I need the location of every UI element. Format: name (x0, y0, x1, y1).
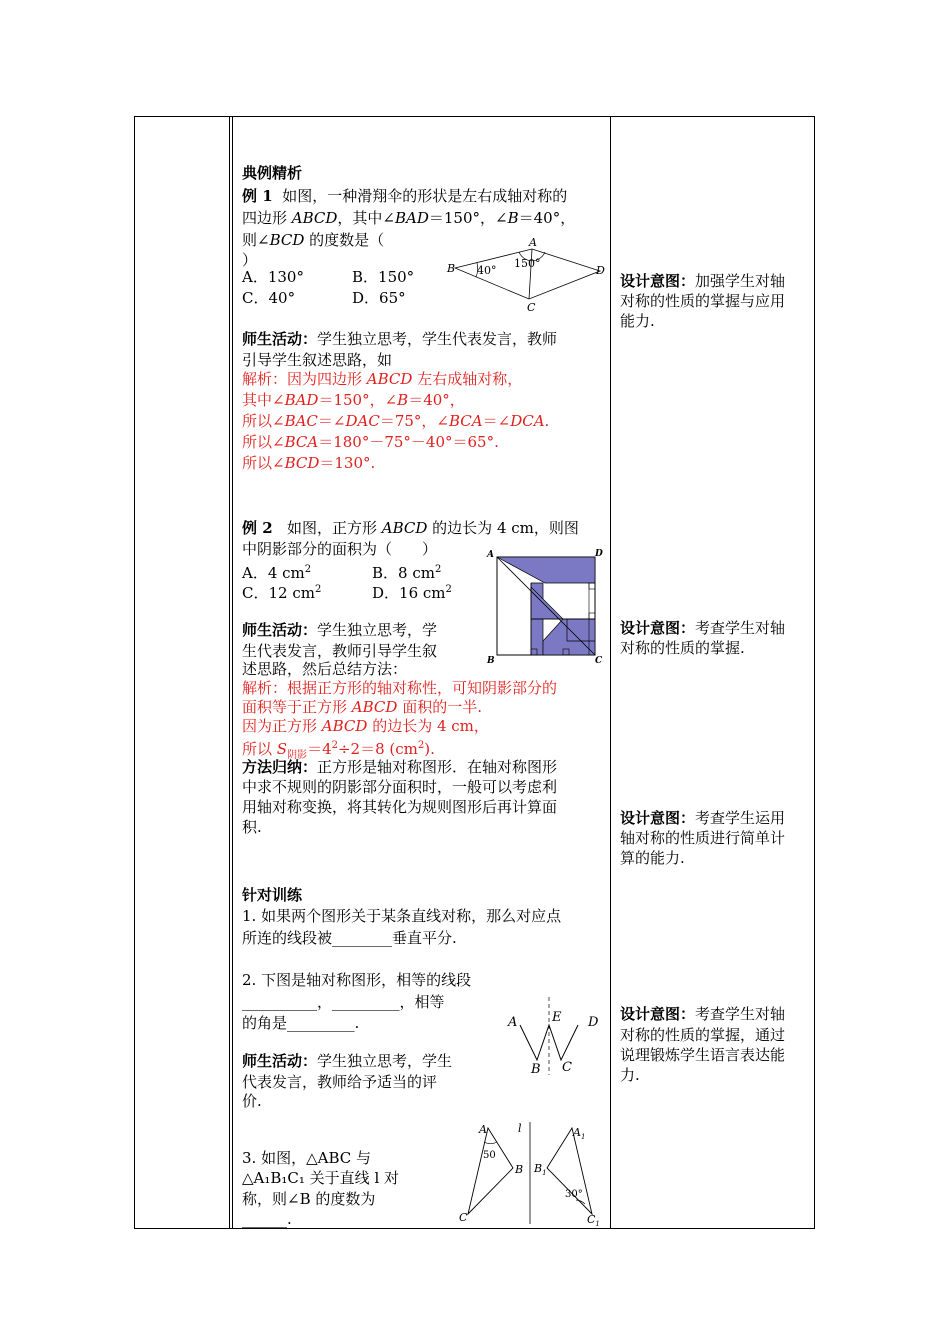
training-activity-line2: 代表发言，教师给予适当的评 (242, 1073, 438, 1091)
kite-label-a: A (529, 236, 537, 249)
table-right-border (814, 116, 815, 1229)
solution2-line4: 所以 $S_{阴影}=4^2\div 2=8$ $(cm^2)$. (242, 740, 435, 761)
training-q3-line1: 3. 如图，△ABC 与 (242, 1149, 371, 1167)
training-q1-line1: 1. 如果两个图形关于某条直线对称，那么对应点 (242, 907, 562, 925)
square-label-c: C (595, 656, 603, 666)
column-divider-1b (232, 116, 233, 1229)
training-activity-line1: 师生活动：学生独立思考，学生 (242, 1052, 453, 1070)
solution1-line1: 解析：因为四边形 ABCD 左右成轴对称， (242, 370, 523, 388)
solution2-line2: 面积等于正方形 ABCD 面积的一半. (242, 698, 482, 716)
solution2-line1: 解析：根据正方形的轴对称性，可知阴影部分的 (242, 679, 558, 697)
w-label-a: A (508, 1015, 518, 1030)
design4-line3: 说理锻炼学生语言表达能 (620, 1046, 786, 1064)
training-title: 针对训练 (242, 886, 303, 904)
solution1-line4: 所以∠BCA＝180°－75°－40°＝65°. (242, 433, 499, 451)
tri-label-c: C (459, 1211, 468, 1224)
design3-line2: 轴对称的性质进行简单计 (620, 829, 786, 847)
activity2-line2: 生代表发言，教师引导学生叙 (242, 642, 438, 660)
triangle-abc (468, 1128, 513, 1214)
method-line2: 中求不规则的阴影部分面积时，一般可以考虑利 (242, 778, 558, 796)
solution2-line3: 因为正方形 ABCD 的边长为 4 cm， (242, 717, 489, 735)
example1-option-c: C．40° (242, 289, 296, 307)
tri-label-30: 30° (565, 1189, 583, 1200)
w-label-b: B (531, 1062, 541, 1077)
example1-option-d: D．65° (352, 289, 406, 307)
w-label-d: D (588, 1015, 599, 1030)
example2-line2: 中阴影部分的面积为（ ） (242, 540, 438, 558)
design1-line3: 能力. (620, 312, 655, 330)
tri-label-b1: $B_1$ (534, 1162, 547, 1177)
square-label-b: B (487, 656, 495, 666)
design1-line1: 设计意图：加强学生对轴 (620, 272, 786, 290)
activity1-line2: 引导学生叙述思路，如 (242, 351, 393, 369)
tri-label-a: A (479, 1123, 487, 1136)
activity2-line1: 师生活动：学生独立思考，学 (242, 621, 438, 639)
method-line3: 用轴对称变换，将其转化为规则图形后再计算面 (242, 798, 558, 816)
design1-line2: 对称的性质的掌握与应用 (620, 292, 786, 310)
tri-label-b: B (515, 1163, 524, 1176)
tri-label-l: l (518, 1122, 522, 1135)
training-q3-line4: ______. (242, 1210, 292, 1228)
kite-label-c: C (527, 301, 536, 314)
example2-option-a: A．4 $cm^2$ (242, 564, 312, 582)
training-q2-line1: 2. 下图是轴对称图形，相等的线段 (242, 971, 472, 989)
solution1-line3: 所以∠BAC＝∠DAC＝75°，∠BCA＝∠DCA. (242, 412, 550, 430)
w-figure (505, 995, 605, 1080)
tri-label-50: 50 (483, 1150, 496, 1161)
activity1-line1: 师生活动：学生独立思考，学生代表发言，教师 (242, 330, 558, 348)
training-q3-line2: △A₁B₁C₁ 关于直线 l 对 (242, 1169, 400, 1187)
angle-mark-50 (484, 1142, 497, 1144)
design2-line1: 设计意图：考查学生对轴 (620, 619, 786, 637)
example2-option-b: B．8 $cm^2$ (372, 564, 442, 582)
square-figure (485, 545, 605, 670)
solution1-line2: 其中∠BAD＝150°，∠B＝40°， (242, 391, 465, 409)
example1-option-a: A．130° (242, 268, 304, 286)
kite-angle-150: 150° (514, 257, 541, 270)
training-q3-line3: 称，则∠B 的度数为 (242, 1190, 376, 1208)
column-divider-2 (610, 116, 611, 1229)
design3-line1: 设计意图：考查学生运用 (620, 809, 786, 827)
design3-line3: 算的能力. (620, 849, 685, 867)
method-line1: 方法归纳：正方形是轴对称图形．在轴对称图形 (242, 758, 558, 776)
example2-line1: 例 2 如图，正方形 ABCD 的边长为 4 cm，则图 (242, 519, 579, 537)
example2-option-c: C．12 $cm^2$ (242, 584, 322, 602)
example2-option-d: D．16 $cm^2$ (372, 584, 452, 602)
table-top-border (134, 116, 815, 117)
tri-label-c1: $C_1$ (587, 1213, 600, 1228)
triangles-figure (455, 1118, 605, 1228)
activity2-line3: 述思路，然后总结方法： (242, 660, 408, 678)
w-label-e: E (552, 1010, 562, 1025)
column-divider-1 (229, 116, 230, 1229)
table-left-border (134, 116, 135, 1229)
square-label-d: D (595, 549, 603, 559)
example1-line1: 例 1 如图，一种滑翔伞的形状是左右成轴对称的 (242, 187, 568, 205)
shade-region-5 (567, 619, 595, 641)
kite-label-d: D (596, 264, 605, 277)
design4-line2: 对称的性质的掌握，通过 (620, 1026, 786, 1044)
example1-line2: 四边形 ABCD，其中∠BAD＝150°，∠B＝40°， (242, 209, 576, 227)
design4-line4: 力. (620, 1066, 640, 1084)
example1-label: 例 1 (242, 187, 273, 205)
example2-label: 例 2 (242, 519, 273, 537)
design4-line1: 设计意图：考查学生对轴 (620, 1005, 786, 1023)
training-q2-line3: 的角是_________. (242, 1014, 360, 1032)
training-activity-line3: 价. (242, 1092, 262, 1110)
example1-option-b: B．150° (352, 268, 415, 286)
solution1-line5: 所以∠BCD＝130°. (242, 454, 376, 472)
example1-line3: 则∠BCD 的度数是（ (242, 231, 385, 249)
training-q2-line2: __________，_________，相等 (242, 993, 445, 1011)
kite-label-b: B (447, 262, 456, 275)
w-label-c: C (562, 1060, 572, 1075)
section-title: 典例精析 (242, 164, 303, 182)
training-q1-line2: 所连的线段被________垂直平分. (242, 929, 457, 947)
method-line4: 积. (242, 818, 262, 836)
design2-line2: 对称的性质的掌握. (620, 639, 745, 657)
example1-line4: ） (242, 251, 258, 269)
kite-angle-40: 40° (477, 264, 497, 277)
kite-figure (445, 236, 610, 316)
square-label-a: A (487, 550, 494, 560)
table-bottom-border (134, 1228, 815, 1229)
tri-label-a1: $A_1$ (573, 1126, 586, 1141)
